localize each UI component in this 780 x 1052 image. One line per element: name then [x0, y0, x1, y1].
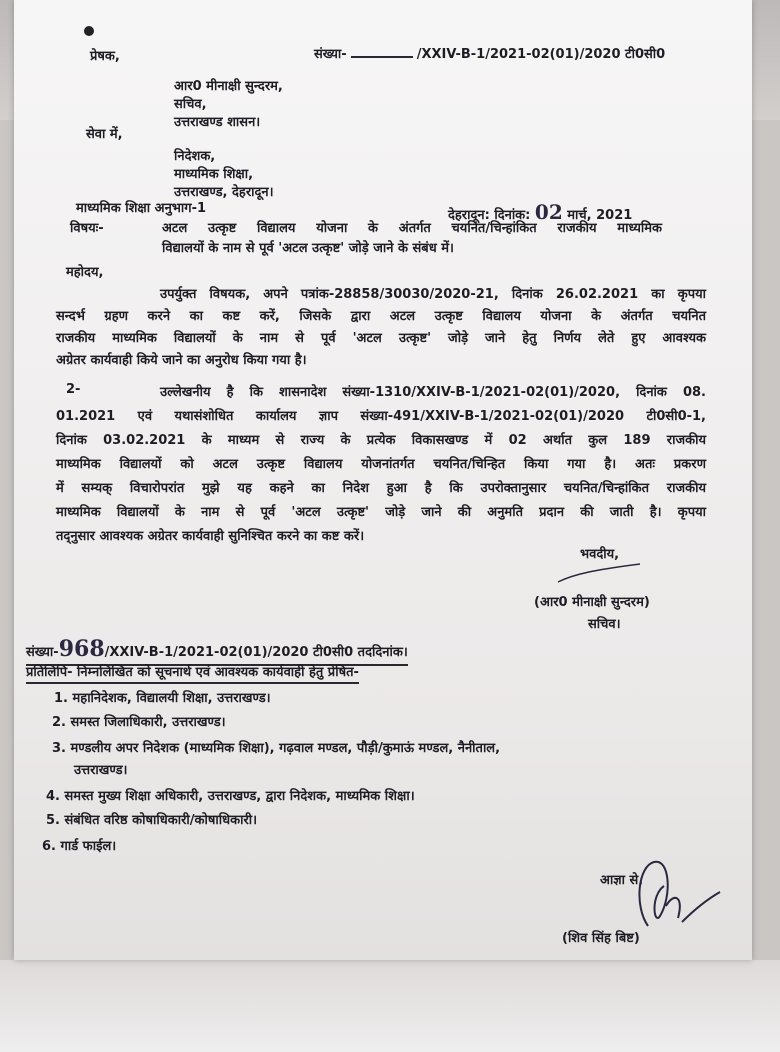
sender-title: सचिव,: [174, 97, 207, 112]
recipient-dept: माध्यमिक शिक्षा,: [174, 167, 254, 182]
date-prefix: देहरादून: दिनांक:: [448, 208, 531, 223]
ref-rest: /XXIV-B-1/2021-02(01)/2020 टी0सी0: [416, 47, 666, 62]
closing-name: (आर0 मीनाक्षी सुन्दरम): [534, 595, 650, 610]
recipient-label: सेवा में,: [86, 127, 123, 142]
recipient-place: उत्तराखण्ड, देहरादून।: [174, 185, 274, 200]
para1-line-2: सन्दर्भ ग्रहण करने का कष्ट करें, जिसके द्वारा अटल उत्कृष्ट विद्यालय योजना के अंतर्गत चयनित: [56, 309, 706, 324]
sender-office: उत्तराखण्ड शासन।: [174, 115, 261, 130]
ref-prefix: संख्या-: [314, 47, 347, 62]
copy-item-6: [42, 836, 116, 854]
para2-line-6: माध्यमिक विद्यालयों के नाम से पूर्व 'अटल उत्कृष्ट' जोड़े जाने की अनुमति प्रदान की जाती है। कृपया: [56, 505, 706, 520]
copy-item-3: [52, 738, 500, 756]
date-day-handwritten: 02: [534, 200, 563, 224]
copy-item-text: महानिदेशक, विद्यालयी शिक्षा, उत्तराखण्ड।: [72, 691, 271, 706]
punch-hole: [84, 26, 94, 36]
copy-ref-prefix: संख्या-: [26, 645, 59, 660]
date-rest: मार्च, 2021: [567, 208, 633, 223]
background-surface: [0, 960, 780, 1052]
copy-ref-number-handwritten: 968: [58, 636, 105, 662]
para2-line-4: माध्यमिक विद्यालयों को अटल उत्कृष्ट विद्यालय योजनांतर्गत चयनित/चिन्हित किया गया है। अतः प्रकरण: [56, 457, 706, 472]
copy-item-num: 6.: [42, 839, 56, 854]
copy-item-text: गार्ड फाईल।: [60, 839, 117, 854]
para2-line-5: में सम्यक् विचारोपरांत मुझे यह कहने का निदेश हुआ है कि उपरोक्तानुसार चयनित/चिन्हांकित राजकीय: [56, 481, 706, 496]
copy-item-text: समस्त जिलाधिकारी, उत्तराखण्ड।: [70, 715, 226, 730]
section-name: माध्यमिक शिक्षा अनुभाग-1: [76, 201, 207, 216]
copy-item-text: संबंधित वरिष्ठ कोषाधिकारी/कोषाधिकारी।: [64, 813, 258, 828]
copy-item-4: [46, 786, 415, 804]
subject-line-2: विद्यालयों के नाम से पूर्व 'अटल उत्कृष्ट' जोड़े जाने के संबंध में।: [162, 241, 454, 256]
sender-name: आर0 मीनाक्षी सुन्दरम,: [174, 79, 283, 94]
copy-item-num: 1.: [54, 691, 68, 706]
copy-item-2: [52, 712, 226, 730]
copy-item-text: मण्डलीय अपर निदेशक (माध्यमिक शिक्षा), गढ़वाल मण्डल, पौड़ी/कुमाऊं मण्डल, नैनीताल,: [70, 741, 501, 756]
subject-line-1: अटल उत्कृष्ट विद्यालय योजना के अंतर्गत चयनित/चिन्हांकित राजकीय माध्यमिक: [162, 221, 662, 236]
para2-line-3: दिनांक 03.02.2021 के माध्यम से राज्य के प्रत्येक विकासखण्ड में 02 अर्थात कुल 189 राजकीय: [56, 433, 706, 448]
copy-item-num: 4.: [46, 789, 60, 804]
reference-number: [314, 44, 665, 62]
closing: भवदीय,: [580, 547, 620, 562]
copy-item-num: 3.: [52, 741, 66, 756]
recipient-title: निदेशक,: [174, 149, 216, 164]
para2-line-7: तद्नुसार आवश्यक अग्रेतर कार्यवाही सुनिश्चित करने का कष्ट करें।: [56, 529, 365, 544]
para1-line-4: अग्रेतर कार्यवाही किये जाने का अनुरोध किया गया है।: [56, 353, 307, 368]
copy-item-1: [54, 688, 271, 706]
copy-item-num: 2.: [52, 715, 66, 730]
para1-line-1: उपर्युक्त विषयक, अपने पत्रांक-28858/30030/2020-21, दिनांक 26.02.2021 का कृपया: [160, 287, 706, 302]
closing-signature-scribble: [554, 560, 644, 588]
order-label: आज्ञा से,: [600, 873, 644, 888]
copy-item-5: [46, 810, 257, 828]
para2-number: 2-: [66, 382, 81, 397]
ref-blank: [351, 56, 413, 58]
copy-item-num: 5.: [46, 813, 60, 828]
closing-title: सचिव।: [588, 617, 621, 632]
copy-item-text: समस्त मुख्य शिक्षा अधिकारी, उत्तराखण्ड, द्वारा निदेशक, माध्यमिक शिक्षा।: [64, 789, 415, 804]
letter-page: [14, 0, 752, 960]
copy-ref-rest: /XXIV-B-1/2021-02(01)/2020 टी0सी0 तददिनांक।: [104, 645, 408, 660]
copy-heading: प्रतिलिपि- निम्नलिखित को सूचनार्थ एवं आवश्यक कार्यवाही हेतु प्रेषित-: [26, 662, 359, 684]
copy-item-3-continued: उत्तराखण्ड।: [74, 763, 128, 778]
handwritten-signature: [614, 856, 724, 936]
sender-label: प्रेषक,: [90, 49, 120, 64]
para2-line-1: उल्लेखनीय है कि शासनादेश संख्या-1310/XXIV-B-1/2021-02(01)/2020, दिनांक 08.: [160, 385, 706, 400]
subject-label: विषयः-: [70, 221, 104, 236]
para2-line-2: 01.2021 एवं यथासंशोधित कार्यालय ज्ञाप संख्या-491/XXIV-B-1/2021-02(01)/2020 टी0सी0-1,: [56, 409, 706, 424]
salutation: महोदय,: [66, 265, 104, 280]
signatory-name: (शिव सिंह बिष्ट): [562, 931, 640, 946]
para1-line-3: राजकीय माध्यमिक विद्यालयों के नाम से पूर्व 'अटल उत्कृष्ट' जोड़े जाने हेतु निर्णय लेते हुए आवश्यक: [56, 331, 706, 346]
